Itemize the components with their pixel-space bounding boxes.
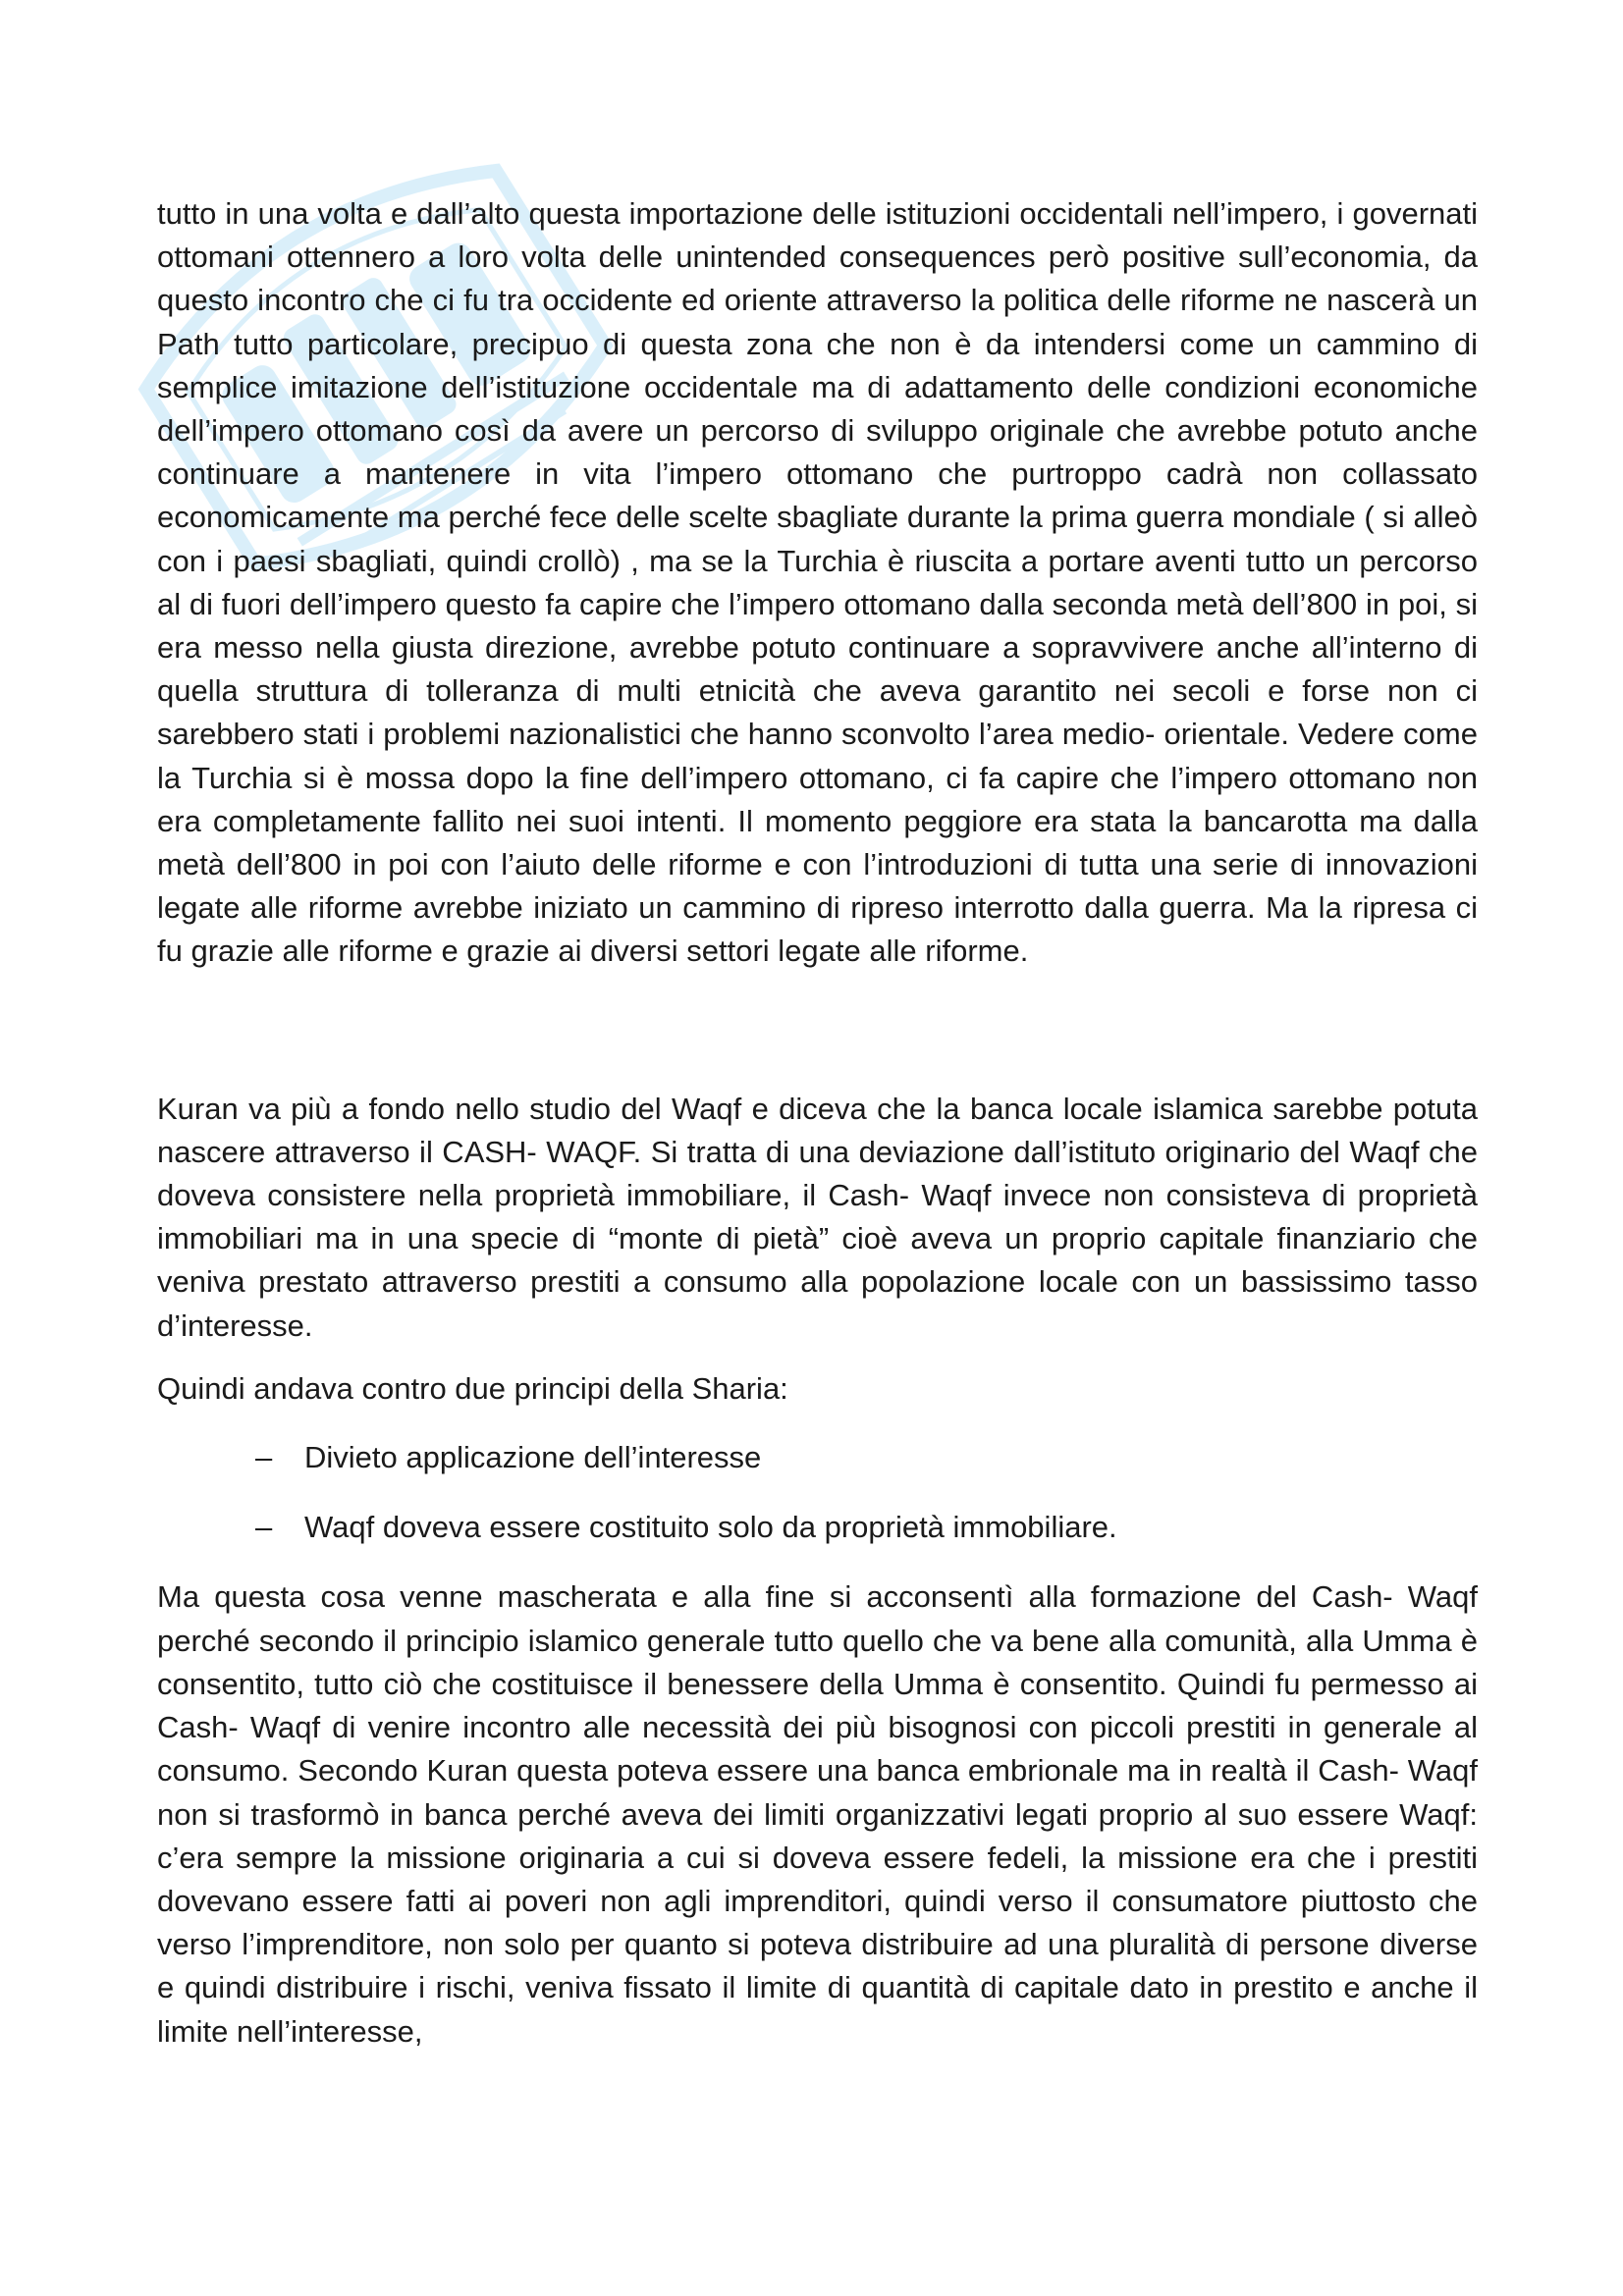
paragraph-ottoman-reforms: tutto in una volta e dall’alto questa importazione delle istituzioni occidentali nell’impero, i governati ottomani ottennero a loro volta delle unintended consequences però positive sull’economia, da questo incontro che ci fu tra occidente ed oriente attraverso la politica delle riforme ne nascerà un Path tutto particolare, precipuo di questa zona che non è da intendersi come un cammino di semplice imitazione dell’istituzione occidentale ma di adattamento delle condizioni economiche dell’impero ottomano così da avere un percorso di sviluppo originale che avrebbe potuto anche continuare a mantenere in vita l’impero ottomano che purtroppo cadrà non collassato economicamente ma perché fece delle scelte sbagliate durante la prima guerra mondiale ( si alleò con i paesi sbagliati, quindi crollò) , ma se la Turchia è riuscita a portare aventi tutto un percorso al di fuori dell’impero questo fa capire che l’impero ottomano dalla seconda metà dell’800 in poi, si era messo nella giusta direzione, avrebbe potuto continuare a sopravvivere anche all’interno di quella struttura di tolleranza di multi etnicità che aveva garantito nei secoli e forse non ci sarebbero stati i problemi nazionalistici che hanno sconvolto l’area medio- orientale. Vedere come la Turchia si è mossa dopo la fine dell’impero ottomano, ci fa capire che l’impero ottomano non era completamente fallito nei suoi intenti. Il momento peggiore era stata la bancarotta ma dalla metà dell’800 in poi con l’aiuto delle riforme e con l’introduzioni di tutta una serie di innovazioni legate alle riforme avrebbe iniziato un cammino di ripreso interrotto dalla guerra. Ma la ripresa ci fu grazie alle riforme e grazie ai diversi settori legate alle riforme. [157,196,1478,969]
document-body [157,192,1478,2054]
list-item-text: Divieto applicazione dell’interesse [304,1440,762,1475]
sharia-principles-list [157,1436,1478,1549]
paragraph-sharia-principles-intro: Quindi andava contro due principi della Sharia: [157,1370,788,1406]
dash-bullet-icon: – [255,1440,273,1475]
list-item [157,1436,1478,1479]
list-item-text: Waqf doveva essere costituito solo da proprietà immobiliare. [304,1510,1117,1545]
list-item [157,1506,1478,1549]
paragraph-cash-waqf: Kuran va più a fondo nello studio del Waqf e diceva che la banca locale islamica sarebbe potuta nascere attraverso il CASH- WAQF. Si tratta di una deviazione dall’istituto originario del Waqf che doveva consistere nella proprietà immobiliare, il Cash- Waqf invece non consisteva di proprietà immobiliari ma in una specie di “monte di pietà” cioè aveva un proprio capitale finanziario che veniva prestato attraverso prestiti a consumo alla popolazione locale con un bassissimo tasso d’interesse. [157,1091,1478,1343]
paragraph-cash-waqf-limits: Ma questa cosa venne mascherata e alla fine si acconsentì alla formazione del Cash- Waqf perché secondo il principio islamico generale tutto quello che va bene alla comunità, alla Umma è consentito, tutto ciò che costituisce il benessere della Umma è consentito. Quindi fu permesso ai Cash- Waqf di venire incontro alle necessità dei più bisognosi con piccoli prestiti in generale al consumo. Secondo Kuran questa poteva essere una banca embrionale ma in realtà il Cash- Waqf non si trasformò in banca perché aveva dei limiti organizzativi legati proprio al suo essere Waqf: c’era sempre la missione originaria a cui si doveva essere fedeli, la missione era che i prestiti dovevano essere fatti ai poveri non agli imprenditori, quindi verso il consumatore piuttosto che verso l’imprenditore, non solo per quanto si poteva distribuire ad una pluralità di persone diverse e quindi distribuire i rischi, veniva fissato il limite di quantità di capitale dato in prestito e anche il limite nell’interesse, [157,1579,1478,2049]
dash-bullet-icon: – [255,1510,273,1545]
